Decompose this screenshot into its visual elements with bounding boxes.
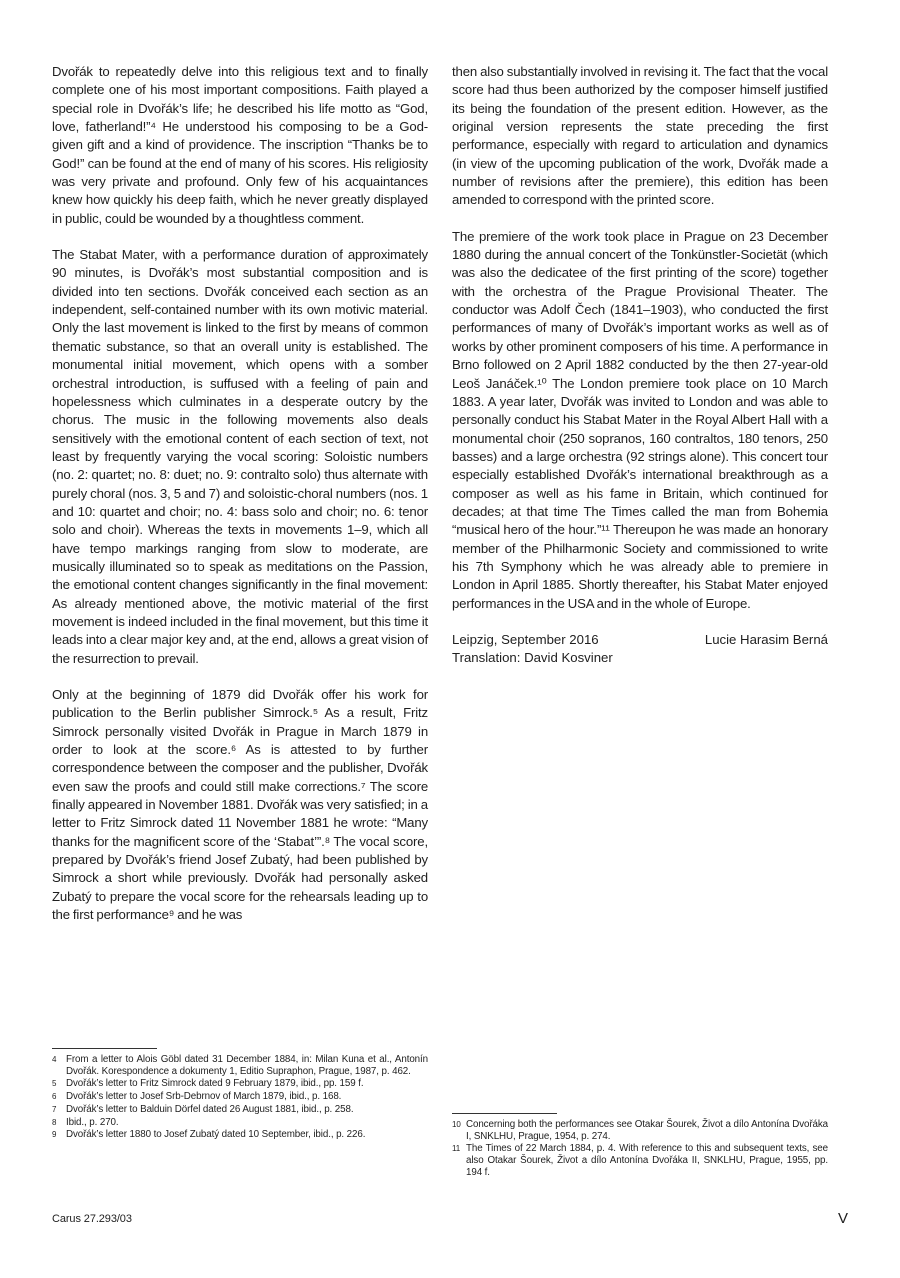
footnote-number: 6 [52,1092,57,1102]
footnote-text: The Times of 22 March 1884, p. 4. With reference to this and subsequent texts, see also Otakar Šourek, Život a dílo Antonína Dvořáka II, SNKLHU, Prague, 1955, pp. 194 f. [466,1143,828,1178]
footnote [52,1129,428,1141]
left-column [52,63,428,942]
author-name: Lucie Harasim Berná [704,631,828,647]
footnote-number: 4 [52,1055,57,1064]
footnote-rule [52,1048,157,1049]
paragraph: then also substantially involved in revising it. The fact that the vocal score had thus been authorized by the composer himself justified its being the foundation of the present edition. However, as the original version represents the state preceding the first performance, especially with regard to articulation and dynamics (in view of the upcoming publication of the work, Dvořák made a number of revisions after the premiere), this edition has been amended to correspond with the printed score. [452,64,828,208]
footnotes-left [52,1048,428,1142]
footnote [52,1091,428,1103]
footnote-text: From a letter to Alois Göbl dated 31 December 1884, in: Milan Kuna et al., Antonín Dvořák. Korespondence a dokumenty 1, Editio Supraphon, Prague, 1987, p. 462. [66,1054,428,1077]
footnote-text: Dvořák’s letter to Fritz Simrock dated 9 February 1879, ibid., pp. 159 f. [66,1078,364,1090]
footnote-number: 9 [52,1130,57,1140]
right-column [452,63,828,668]
translation-credit: Translation: David Kosviner [452,650,613,666]
paragraph: The premiere of the work took place in Prague on 23 December 1880 during the annual concert of the Tonkünstler-Societät (which was also the dedicatee of the first printing of the score) together with the orchestra of the Prague Provisional Theater. The conductor was Adolf Čech (1841–1903), who conducted the first performances of many of Dvořák’s important works as well as of works by other prominent composers of his time. A performance in Brno followed on 2 April 1882 conducted by the then 27-year-old Leoš Janáček.¹⁰ The London premiere took place on 10 March 1883. A year later, Dvořák was invited to London and was able to personally conduct his Stabat Mater in the Royal Albert Hall with a monumental choir (250 sopranos, 160 contraltos, 180 tenors, 250 basses) and a large orchestra (92 strings alone). This concert tour especially established Dvořák’s international breakthrough as a composer as well as his fame in Britain, which continued for decades; at that time The Times called the man from Bohemia “musical hero of the hour.”¹¹ Thereupon he was made an honorary member of the Philharmonic Society and commissioned to write his 7th Symphony which he was already able to premiere in London in April 1885. Shortly thereafter, his Stabat Mater enjoyed performances in the USA and in the whole of Europe. [452,228,828,611]
footnote-text: Dvořák’s letter to Josef Srb-Debrnov of March 1879, ibid., p. 168. [66,1091,342,1103]
footnote-text: Dvořák’s letter 1880 to Josef Zubatý dated 10 September, ibid., p. 226. [66,1129,366,1141]
catalog-number: Carus 27.293/03 [52,1213,132,1225]
footnote [452,1119,828,1142]
footnote-text: Concerning both the performances see Otakar Šourek, Život a dílo Antonína Dvořáka I, SNKLHU, Prague, 1954, p. 274. [466,1119,828,1142]
paragraph: The Stabat Mater, with a performance duration of approximately 90 minutes, is Dvořák’s most substantial composition and is divided into ten sections. Dvořák conceived each section as an independent, self-contained number with its own motivic material. Only the last movement is linked to the first by means of common thematic substance, so that an overall unity is established. The monumental initial movement, which opens with a somber orchestral introduction, is suffused with a feeling of pain and hopelessness which culminates in a desperate outcry by the chorus. The music in the following movements also deals sensitively with the emotional content of each section of text, not least by frequently varying the vocal scoring: Soloistic numbers (no. 2: quartet; no. 8: duet; no. 9: contralto solo) thus alternate with purely choral (nos. 3, 5 and 7) and soloistic-choral numbers (nos. 1 and 10: quartet and choir; no. 4: bass solo and choir; no. 6: tenor solo and choir). Whereas the texts in movements 1–9, which all have tempo markings ranging from slow to moderate, are musically illuminated so to speak as meditations on the Passion, the emotional content changes significantly in the final movement: As already mentioned above, the motivic material of the first movement is indeed included in the final movement, but this time it leads into a clear major key and, at the end, allows a great vision of the resurrection to prevail. [52,247,428,666]
footnote-text: Ibid., p. 270. [66,1116,119,1128]
paragraph: Only at the beginning of 1879 did Dvořák offer his work for publication to the Berlin publisher Simrock.⁵ As a result, Fritz Simrock personally visited Dvořák in Prague in March 1879 in order to look at the score.⁶ As is attested to by further correspondence between the composer and the publisher, Dvořák even saw the proofs and could still make corrections.⁷ The score finally appeared in November 1881. Dvořák was very satisfied; in a letter to Fritz Simrock dated 11 November 1881 he wrote: “Many thanks for the magnificent score of the ‘Stabat’”.⁸ The vocal score, prepared by Dvořák’s friend Josef Zubatý, had been published by Simrock a short while previously. Dvořák had personally asked Zubatý to prepare the vocal score for the rehearsals leading up to the first performance⁹ and he was [52,687,428,923]
footnote [52,1117,428,1129]
footnote [452,1143,828,1178]
footnote-rule [452,1113,557,1114]
footnote-number: 10 [452,1120,461,1129]
footnote-number: 11 [452,1144,461,1154]
footnote-number: 5 [52,1079,57,1089]
footnote-text: Dvořák’s letter to Balduin Dörfel dated 26 August 1881, ibid., p. 258. [66,1103,354,1115]
signature-line [452,631,828,649]
paragraph: Dvořák to repeatedly delve into this religious text and to finally complete one of his most important compositions. Faith played a special role in Dvořák’s life; he described his life motto as “God, love, fatherland!”⁴ He understood his composing to be a God-given gift and a kind of providence. The inscription “Thanks be to God!” can be found at the end of many of his scores. His religiosity was very private and profound. Only few of his acquaintances knew how quickly his deep faith, which he never greatly displayed in public, could be wounded by a thoughtless comment. [52,64,428,226]
footnote [52,1104,428,1116]
place-date: Leipzig, September 2016 [452,631,599,647]
footnote [52,1078,428,1090]
page-number: V [837,1210,848,1227]
footnote [52,1054,428,1077]
footnotes-right [452,1113,828,1180]
footnote-number: 7 [52,1104,57,1114]
footnote-number: 8 [52,1117,57,1127]
